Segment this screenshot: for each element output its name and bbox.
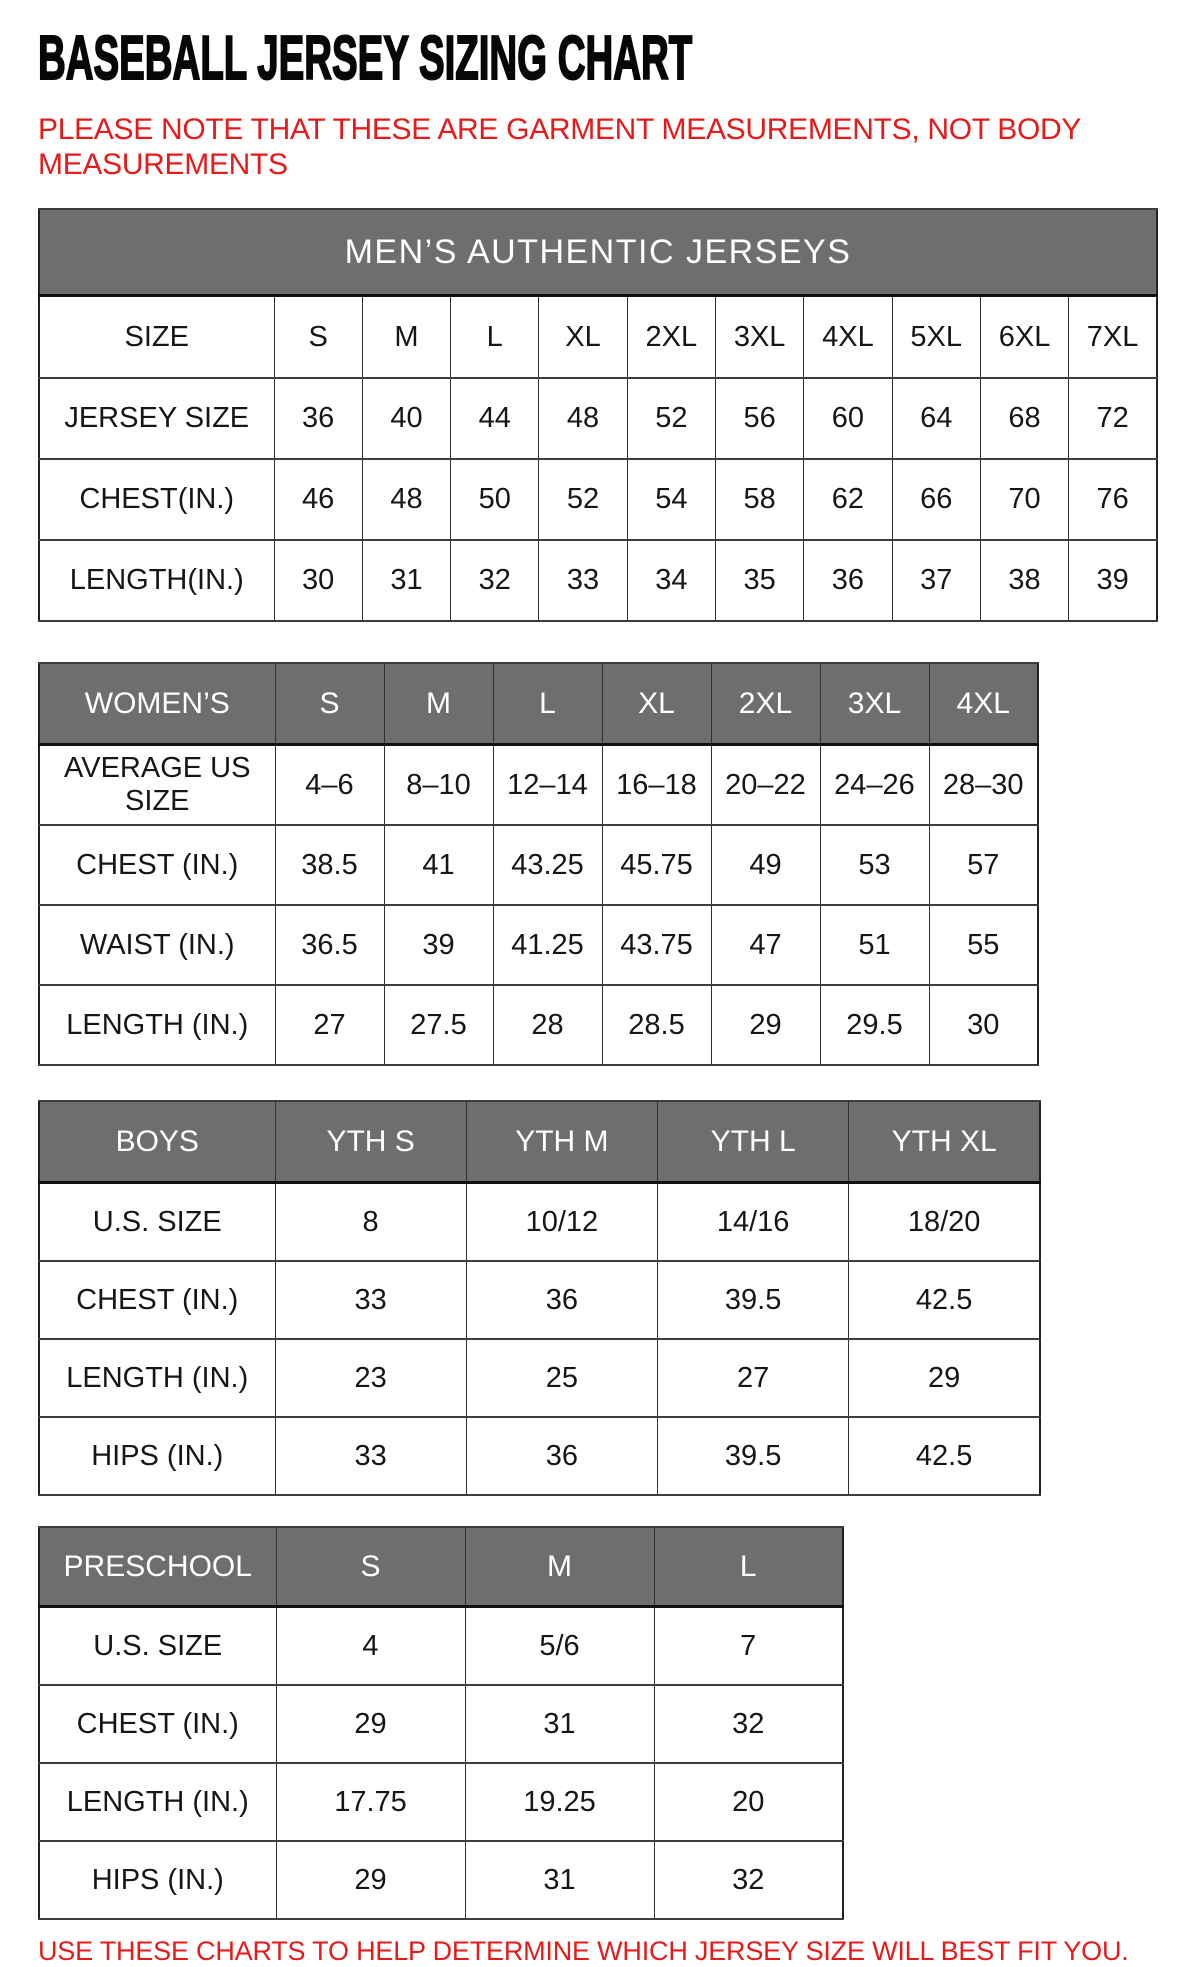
footer-note: USE THESE CHARTS TO HELP DETERMINE WHICH JERSEY SIZE WILL BEST FIT YOU. bbox=[38, 1936, 1129, 1967]
womens-sizing-table bbox=[38, 662, 1039, 1066]
size-value-cell: 44 bbox=[451, 378, 539, 459]
table-row bbox=[39, 1339, 1040, 1417]
size-value-cell: 66 bbox=[892, 459, 980, 540]
header-label-cell: WOMEN’S bbox=[39, 663, 275, 745]
column-header-cell: S bbox=[276, 1527, 465, 1607]
size-value-cell: 12–14 bbox=[493, 745, 602, 826]
size-value-cell: 29.5 bbox=[820, 985, 929, 1065]
row-label-cell: LENGTH (IN.) bbox=[39, 1763, 276, 1841]
size-value-cell: 52 bbox=[539, 459, 627, 540]
size-value-cell: 38.5 bbox=[275, 825, 384, 905]
table-row bbox=[39, 378, 1157, 459]
table-row bbox=[39, 1417, 1040, 1495]
table-row bbox=[39, 1841, 843, 1919]
column-header-cell: L bbox=[451, 296, 539, 379]
size-value-cell: 62 bbox=[804, 459, 892, 540]
size-value-cell: 28 bbox=[493, 985, 602, 1065]
size-value-cell: 39.5 bbox=[658, 1261, 849, 1339]
size-value-cell: 36.5 bbox=[275, 905, 384, 985]
size-value-cell: 60 bbox=[804, 378, 892, 459]
row-label-cell: HIPS (IN.) bbox=[39, 1417, 275, 1495]
size-value-cell: 45.75 bbox=[602, 825, 711, 905]
row-label-cell: JERSEY SIZE bbox=[39, 378, 274, 459]
size-value-cell: 36 bbox=[274, 378, 362, 459]
preschool-sizing-table bbox=[38, 1526, 844, 1920]
column-header-cell: M bbox=[362, 296, 450, 379]
column-header-cell: S bbox=[275, 663, 384, 745]
size-value-cell: 47 bbox=[711, 905, 820, 985]
column-header-cell: XL bbox=[539, 296, 627, 379]
size-value-cell: 10/12 bbox=[466, 1183, 657, 1262]
column-header-cell: 3XL bbox=[820, 663, 929, 745]
size-value-cell: 48 bbox=[362, 459, 450, 540]
header-label-cell: SIZE bbox=[39, 296, 274, 379]
size-value-cell: 30 bbox=[929, 985, 1038, 1065]
page-title: BASEBALL JERSEY SIZING CHART bbox=[38, 24, 693, 93]
column-header-cell: S bbox=[274, 296, 362, 379]
size-value-cell: 27.5 bbox=[384, 985, 493, 1065]
size-value-cell: 32 bbox=[654, 1685, 843, 1763]
column-header-cell: L bbox=[493, 663, 602, 745]
size-value-cell: 28.5 bbox=[602, 985, 711, 1065]
size-value-cell: 35 bbox=[715, 540, 803, 621]
size-value-cell: 64 bbox=[892, 378, 980, 459]
size-value-cell: 27 bbox=[275, 985, 384, 1065]
size-value-cell: 70 bbox=[980, 459, 1068, 540]
size-value-cell: 39.5 bbox=[658, 1417, 849, 1495]
table-row bbox=[39, 540, 1157, 621]
size-value-cell: 43.25 bbox=[493, 825, 602, 905]
table-row bbox=[39, 1261, 1040, 1339]
size-value-cell: 72 bbox=[1069, 378, 1157, 459]
column-header-cell: 3XL bbox=[715, 296, 803, 379]
row-label-cell: CHEST (IN.) bbox=[39, 825, 275, 905]
size-value-cell: 32 bbox=[451, 540, 539, 621]
header-row bbox=[39, 1527, 843, 1607]
size-value-cell: 4–6 bbox=[275, 745, 384, 826]
column-header-cell: XL bbox=[602, 663, 711, 745]
size-value-cell: 54 bbox=[627, 459, 715, 540]
table-row bbox=[39, 459, 1157, 540]
row-label-cell: LENGTH (IN.) bbox=[39, 1339, 275, 1417]
size-value-cell: 29 bbox=[711, 985, 820, 1065]
row-label-cell: CHEST (IN.) bbox=[39, 1685, 276, 1763]
size-value-cell: 38 bbox=[980, 540, 1068, 621]
size-value-cell: 31 bbox=[362, 540, 450, 621]
size-value-cell: 36 bbox=[804, 540, 892, 621]
size-value-cell: 50 bbox=[451, 459, 539, 540]
table-row bbox=[39, 745, 1038, 826]
column-header-cell: 4XL bbox=[804, 296, 892, 379]
row-label-cell: CHEST(IN.) bbox=[39, 459, 274, 540]
size-value-cell: 17.75 bbox=[276, 1763, 465, 1841]
size-value-cell: 49 bbox=[711, 825, 820, 905]
column-header-cell: 6XL bbox=[980, 296, 1068, 379]
row-label-cell: U.S. SIZE bbox=[39, 1183, 275, 1262]
row-label-cell: CHEST (IN.) bbox=[39, 1261, 275, 1339]
size-value-cell: 4 bbox=[276, 1607, 465, 1686]
header-label-cell: BOYS bbox=[39, 1101, 275, 1183]
size-value-cell: 29 bbox=[849, 1339, 1040, 1417]
header-row bbox=[39, 663, 1038, 745]
size-value-cell: 37 bbox=[892, 540, 980, 621]
header-row bbox=[39, 1101, 1040, 1183]
size-value-cell: 51 bbox=[820, 905, 929, 985]
size-value-cell: 16–18 bbox=[602, 745, 711, 826]
row-label-cell: HIPS (IN.) bbox=[39, 1841, 276, 1919]
row-label-cell: LENGTH(IN.) bbox=[39, 540, 274, 621]
column-header-cell: L bbox=[654, 1527, 843, 1607]
boys-sizing-table bbox=[38, 1100, 1041, 1496]
column-header-cell: 7XL bbox=[1069, 296, 1157, 379]
table-row bbox=[39, 985, 1038, 1065]
size-value-cell: 8–10 bbox=[384, 745, 493, 826]
size-value-cell: 39 bbox=[1069, 540, 1157, 621]
size-value-cell: 20 bbox=[654, 1763, 843, 1841]
size-value-cell: 36 bbox=[466, 1417, 657, 1495]
size-value-cell: 18/20 bbox=[849, 1183, 1040, 1262]
size-value-cell: 36 bbox=[466, 1261, 657, 1339]
size-value-cell: 30 bbox=[274, 540, 362, 621]
size-value-cell: 56 bbox=[715, 378, 803, 459]
table-row bbox=[39, 1763, 843, 1841]
column-header-cell: M bbox=[465, 1527, 654, 1607]
size-value-cell: 29 bbox=[276, 1841, 465, 1919]
size-value-cell: 55 bbox=[929, 905, 1038, 985]
row-label-cell: WAIST (IN.) bbox=[39, 905, 275, 985]
table-banner-row bbox=[39, 209, 1157, 296]
size-value-cell: 42.5 bbox=[849, 1417, 1040, 1495]
size-value-cell: 68 bbox=[980, 378, 1068, 459]
row-label-cell: AVERAGE US SIZE bbox=[39, 745, 275, 826]
column-header-cell: 2XL bbox=[627, 296, 715, 379]
column-header-cell: 2XL bbox=[711, 663, 820, 745]
size-value-cell: 41.25 bbox=[493, 905, 602, 985]
size-value-cell: 25 bbox=[466, 1339, 657, 1417]
size-value-cell: 48 bbox=[539, 378, 627, 459]
size-value-cell: 31 bbox=[465, 1685, 654, 1763]
size-value-cell: 53 bbox=[820, 825, 929, 905]
size-value-cell: 43.75 bbox=[602, 905, 711, 985]
size-value-cell: 42.5 bbox=[849, 1261, 1040, 1339]
mens-sizing-table bbox=[38, 208, 1158, 622]
size-value-cell: 57 bbox=[929, 825, 1038, 905]
table-row bbox=[39, 1183, 1040, 1262]
size-value-cell: 31 bbox=[465, 1841, 654, 1919]
garment-measurements-note: PLEASE NOTE THAT THESE ARE GARMENT MEASUREMENTS, NOT BODY MEASUREMENTS bbox=[38, 112, 1081, 181]
row-label-cell: LENGTH (IN.) bbox=[39, 985, 275, 1065]
size-value-cell: 39 bbox=[384, 905, 493, 985]
header-row bbox=[39, 296, 1157, 379]
table-row bbox=[39, 905, 1038, 985]
column-header-cell: 4XL bbox=[929, 663, 1038, 745]
column-header-cell: M bbox=[384, 663, 493, 745]
size-value-cell: 46 bbox=[274, 459, 362, 540]
size-value-cell: 8 bbox=[275, 1183, 466, 1262]
size-value-cell: 32 bbox=[654, 1841, 843, 1919]
size-value-cell: 23 bbox=[275, 1339, 466, 1417]
size-value-cell: 33 bbox=[539, 540, 627, 621]
size-value-cell: 28–30 bbox=[929, 745, 1038, 826]
column-header-cell: YTH XL bbox=[849, 1101, 1040, 1183]
size-value-cell: 40 bbox=[362, 378, 450, 459]
size-value-cell: 24–26 bbox=[820, 745, 929, 826]
size-value-cell: 33 bbox=[275, 1261, 466, 1339]
table-row bbox=[39, 1685, 843, 1763]
size-value-cell: 41 bbox=[384, 825, 493, 905]
size-value-cell: 7 bbox=[654, 1607, 843, 1686]
table-banner-label: MEN’S AUTHENTIC JERSEYS bbox=[39, 209, 1157, 296]
size-value-cell: 5/6 bbox=[465, 1607, 654, 1686]
size-value-cell: 20–22 bbox=[711, 745, 820, 826]
column-header-cell: YTH S bbox=[275, 1101, 466, 1183]
size-value-cell: 27 bbox=[658, 1339, 849, 1417]
size-value-cell: 14/16 bbox=[658, 1183, 849, 1262]
table-row bbox=[39, 1607, 843, 1686]
size-value-cell: 52 bbox=[627, 378, 715, 459]
size-value-cell: 58 bbox=[715, 459, 803, 540]
column-header-cell: 5XL bbox=[892, 296, 980, 379]
table-row bbox=[39, 825, 1038, 905]
size-value-cell: 76 bbox=[1069, 459, 1157, 540]
size-value-cell: 19.25 bbox=[465, 1763, 654, 1841]
row-label-cell: U.S. SIZE bbox=[39, 1607, 276, 1686]
column-header-cell: YTH L bbox=[658, 1101, 849, 1183]
size-value-cell: 29 bbox=[276, 1685, 465, 1763]
column-header-cell: YTH M bbox=[466, 1101, 657, 1183]
header-label-cell: PRESCHOOL bbox=[39, 1527, 276, 1607]
size-value-cell: 34 bbox=[627, 540, 715, 621]
size-value-cell: 33 bbox=[275, 1417, 466, 1495]
